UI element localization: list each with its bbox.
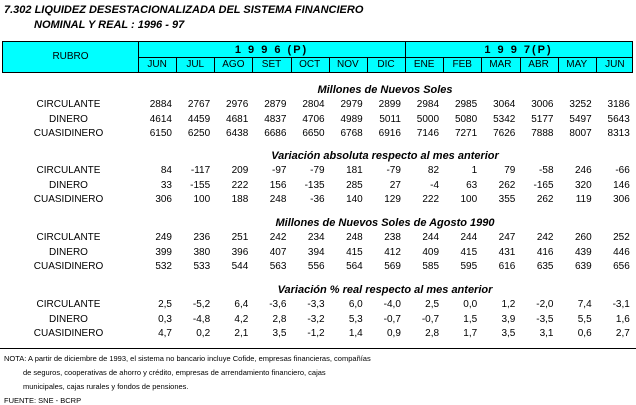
table-cell: 416 (536, 246, 554, 258)
table-cell: 33 (160, 179, 172, 191)
table-cell: 5000 (416, 113, 440, 125)
table-cell: -165 (533, 179, 554, 191)
table-cell: -66 (615, 165, 630, 176)
table-cell: 396 (231, 246, 249, 258)
table-cell: 2884 (149, 99, 172, 110)
row-label: DINERO (49, 246, 88, 258)
table-cell: 4,2 (234, 313, 249, 325)
table-cell: 7888 (531, 128, 554, 140)
table-cell: 262 (498, 179, 516, 191)
table-cell: 5,5 (577, 313, 592, 325)
table-cell: 5497 (569, 113, 592, 125)
table-cell: 6686 (264, 128, 287, 140)
month-header: MAR (489, 59, 512, 70)
table-cell: 4681 (226, 113, 249, 125)
table-cell: 6250 (187, 128, 211, 140)
table-cell: 248 (269, 194, 287, 206)
table-cell: 0,3 (158, 313, 172, 325)
year-1997-header: 1 9 9 7(P) (484, 44, 553, 56)
table-cell: 260 (574, 232, 592, 243)
table-cell: 140 (346, 194, 363, 206)
table-cell: 2976 (226, 99, 249, 110)
table-cell: 1,7 (463, 328, 478, 340)
month-header: NOV (336, 59, 359, 70)
month-header: AGO (222, 59, 245, 70)
divider (367, 57, 368, 72)
table-cell: -3,6 (269, 299, 287, 310)
table-cell: -4 (430, 179, 440, 191)
table-cell: 595 (460, 261, 478, 273)
table-cell: -3,5 (536, 313, 554, 325)
table-cell: 2979 (340, 99, 363, 110)
month-header: DIC (377, 59, 395, 70)
table-cell: 635 (536, 261, 554, 273)
year-1996-header: 1 9 9 6 (P) (234, 44, 309, 56)
table-cell: 320 (574, 179, 592, 191)
table-cell: 188 (231, 194, 249, 206)
rubro-header: RUBRO (52, 51, 89, 62)
table-cell: 1,6 (615, 313, 630, 325)
table-cell: 2,8 (272, 313, 287, 325)
divider (0, 348, 636, 349)
table-cell: 6,0 (348, 299, 363, 310)
table-cell: 563 (269, 261, 287, 273)
table-cell: 6916 (378, 128, 401, 140)
table-cell: 84 (160, 165, 172, 176)
divider (443, 57, 444, 72)
table-cell: 544 (231, 261, 249, 273)
table-cell: 439 (574, 246, 592, 258)
table-cell: 569 (384, 261, 401, 273)
table-cell: 5342 (493, 113, 516, 125)
table-cell: 252 (613, 232, 630, 243)
table-cell: 244 (460, 232, 478, 243)
row-label: CIRCULANTE (36, 299, 101, 310)
table-cell: -3,2 (307, 313, 325, 325)
table-cell: 415 (346, 246, 363, 258)
table-cell: 0,9 (386, 328, 401, 340)
table-cell: 251 (231, 232, 249, 243)
divider (481, 57, 482, 72)
table-cell: 4837 (264, 113, 287, 125)
table-cell: 238 (384, 232, 401, 243)
table-cell: 6650 (302, 128, 325, 140)
table-cell: 5177 (531, 113, 554, 125)
table-cell: 532 (155, 261, 172, 273)
month-header: ENE (413, 59, 435, 70)
table-cell: 5643 (607, 113, 630, 125)
table-cell: -4,8 (192, 313, 211, 325)
table-cell: 639 (574, 261, 592, 273)
row-label: CUASIDINERO (33, 261, 104, 273)
table-cell: -3,3 (307, 299, 325, 310)
table-cell: 1,2 (501, 299, 516, 310)
row-label: CUASIDINERO (33, 328, 104, 340)
table-cell: 156 (269, 179, 287, 191)
table-cell: 3,9 (501, 313, 516, 325)
table-cell: 7626 (493, 128, 516, 140)
table-cell: 242 (269, 232, 287, 243)
table-cell: -1,2 (307, 328, 325, 340)
table-cell: 222 (422, 194, 440, 206)
table-cell: 222 (231, 179, 249, 191)
table-cell: 8313 (607, 128, 630, 140)
table-cell: -135 (304, 179, 325, 191)
month-header: FEB (452, 59, 472, 70)
table-cell: 1 (471, 165, 478, 176)
table-cell: 446 (613, 246, 630, 258)
table-cell: 247 (498, 232, 516, 243)
row-label: CIRCULANTE (36, 232, 101, 243)
table-cell: 3064 (493, 99, 516, 110)
table-cell: 79 (504, 165, 516, 176)
row-label: DINERO (49, 113, 88, 125)
section-title: Variación % real respecto al mes anterior (277, 284, 493, 296)
table-cell: 6150 (149, 128, 172, 140)
table-cell: 431 (498, 246, 516, 258)
table-cell: 248 (346, 232, 363, 243)
table-cell: 285 (346, 179, 363, 191)
table-cell: 4,7 (158, 328, 172, 340)
divider (558, 57, 559, 72)
table-cell: 412 (384, 246, 401, 258)
table-cell: -5,2 (192, 299, 211, 310)
divider (176, 57, 177, 72)
month-header: JUN (605, 59, 625, 70)
table-cell: 100 (460, 194, 478, 206)
table-cell: 5,3 (348, 313, 363, 325)
table-cell: 2899 (378, 99, 401, 110)
month-header: JUN (147, 59, 167, 70)
table-cell: -0,7 (383, 313, 401, 325)
table-cell: -79 (310, 165, 325, 176)
table-cell: 3186 (607, 99, 630, 110)
table-cell: -3,1 (612, 299, 630, 310)
month-header: ABR (528, 59, 549, 70)
table-cell: 4614 (149, 113, 172, 125)
table-cell: 119 (575, 194, 592, 206)
table-cell: -4,0 (383, 299, 401, 310)
table-cell: 1,5 (463, 313, 478, 325)
table-cell: 6,4 (234, 299, 249, 310)
table-cell: 5011 (379, 113, 401, 125)
note-line: FUENTE: SNE - BCRP (4, 396, 82, 405)
month-header: SET (261, 59, 282, 70)
table-cell: 355 (498, 194, 516, 206)
month-header: MAY (566, 59, 588, 70)
table-cell: -0,7 (421, 313, 440, 325)
table-cell: 2,5 (425, 299, 440, 310)
table-cell: 3,1 (539, 328, 554, 340)
table-title: 7.302 LIQUIDEZ DESESTACIONALIZADA DEL SISTEMA FINANCIERO (4, 4, 364, 16)
table-cell: 27 (389, 179, 401, 191)
row-label: CIRCULANTE (36, 165, 101, 176)
table-cell: 7146 (416, 128, 440, 140)
table-cell: 234 (307, 232, 325, 243)
table-cell: 415 (460, 246, 478, 258)
table-cell: 3006 (531, 99, 554, 110)
table-cell: 7271 (454, 128, 478, 140)
table-cell: 585 (422, 261, 440, 273)
table-cell: 262 (536, 194, 554, 206)
table-cell: 246 (574, 165, 592, 176)
table-cell: 0,6 (577, 328, 592, 340)
table-cell: 7,4 (577, 299, 592, 310)
row-label: CUASIDINERO (33, 128, 104, 140)
table-cell: 4706 (302, 113, 325, 125)
note-line: municipales, cajas rurales y fondos de pensiones. (23, 382, 189, 391)
row-label: CIRCULANTE (36, 99, 101, 110)
table-cell: 2,1 (234, 328, 249, 340)
table-cell: -117 (190, 165, 211, 176)
table-subtitle: NOMINAL Y REAL : 1996 - 97 (34, 19, 185, 31)
table-cell: 236 (193, 232, 211, 243)
row-label: DINERO (49, 179, 88, 191)
table-cell: 2,5 (158, 299, 172, 310)
table-cell: 1,4 (348, 328, 363, 340)
section-title: Millones de Nuevos Soles de Agosto 1990 (275, 217, 495, 229)
table-cell: 306 (613, 194, 630, 206)
table-cell: 129 (384, 194, 401, 206)
note-line: NOTA: A partir de diciembre de 1993, el sistema no bancario incluye Cofide, empresas financieras, compañías (4, 354, 371, 363)
table-cell: 656 (613, 261, 630, 273)
table-cell: 407 (269, 246, 287, 258)
row-label: CUASIDINERO (33, 194, 104, 206)
table-header (2, 41, 633, 73)
month-header: OCT (299, 59, 321, 70)
section-title: Variación absoluta respecto al mes anterior (271, 150, 499, 162)
table-cell: 2,7 (615, 328, 630, 340)
table-cell: 2767 (187, 99, 211, 110)
table-cell: 2985 (454, 99, 478, 110)
divider (214, 57, 215, 72)
table-cell: -79 (386, 165, 401, 176)
table-cell: 399 (155, 246, 172, 258)
table-cell: 0,2 (196, 328, 211, 340)
row-label: DINERO (49, 313, 88, 325)
table-cell: 306 (155, 194, 172, 206)
month-header: JUL (186, 59, 205, 70)
table-cell: 4989 (340, 113, 363, 125)
table-cell: -155 (190, 179, 211, 191)
divider (520, 57, 521, 72)
table-cell: 8007 (569, 128, 592, 140)
table-cell: 2879 (264, 99, 287, 110)
table-cell: 2804 (302, 99, 325, 110)
table-cell: 249 (155, 232, 172, 243)
table-cell: -36 (310, 194, 325, 206)
table-cell: 63 (466, 179, 478, 191)
table-cell: 242 (536, 232, 554, 243)
table-cell: 564 (346, 261, 363, 273)
divider (291, 57, 292, 72)
table-cell: 82 (427, 165, 440, 176)
table-cell: -58 (539, 165, 554, 176)
table-cell: 244 (422, 232, 440, 243)
table-cell: 146 (613, 179, 630, 191)
table-cell: 3,5 (272, 328, 287, 340)
section-title: Millones de Nuevos Soles (317, 84, 453, 96)
table-cell: 100 (193, 194, 211, 206)
table-cell: 209 (231, 165, 249, 176)
table-cell: 409 (422, 246, 440, 258)
divider (329, 57, 330, 72)
note-line: de seguros, cooperativas de ahorro y crédito, empresas de arrendamiento financiero, cajas (23, 368, 326, 377)
table-cell: 6768 (340, 128, 363, 140)
table-cell: 3252 (569, 99, 592, 110)
table-cell: 394 (307, 246, 325, 258)
table-cell: 556 (307, 261, 325, 273)
table-cell: 4459 (187, 113, 211, 125)
divider (252, 57, 253, 72)
table-cell: -2,0 (536, 299, 554, 310)
table-cell: -97 (271, 165, 287, 176)
table-cell: 5080 (454, 113, 478, 125)
table-cell: 6438 (226, 128, 249, 140)
table-cell: 2984 (416, 99, 440, 110)
table-cell: 533 (193, 261, 211, 273)
table-cell: 2,8 (425, 328, 440, 340)
table-cell: 616 (498, 261, 516, 273)
table-cell: 380 (193, 246, 211, 258)
divider (596, 57, 597, 72)
table-cell: 181 (346, 165, 363, 176)
table-cell: 0,0 (463, 299, 478, 310)
table-cell: 3,5 (501, 328, 516, 340)
